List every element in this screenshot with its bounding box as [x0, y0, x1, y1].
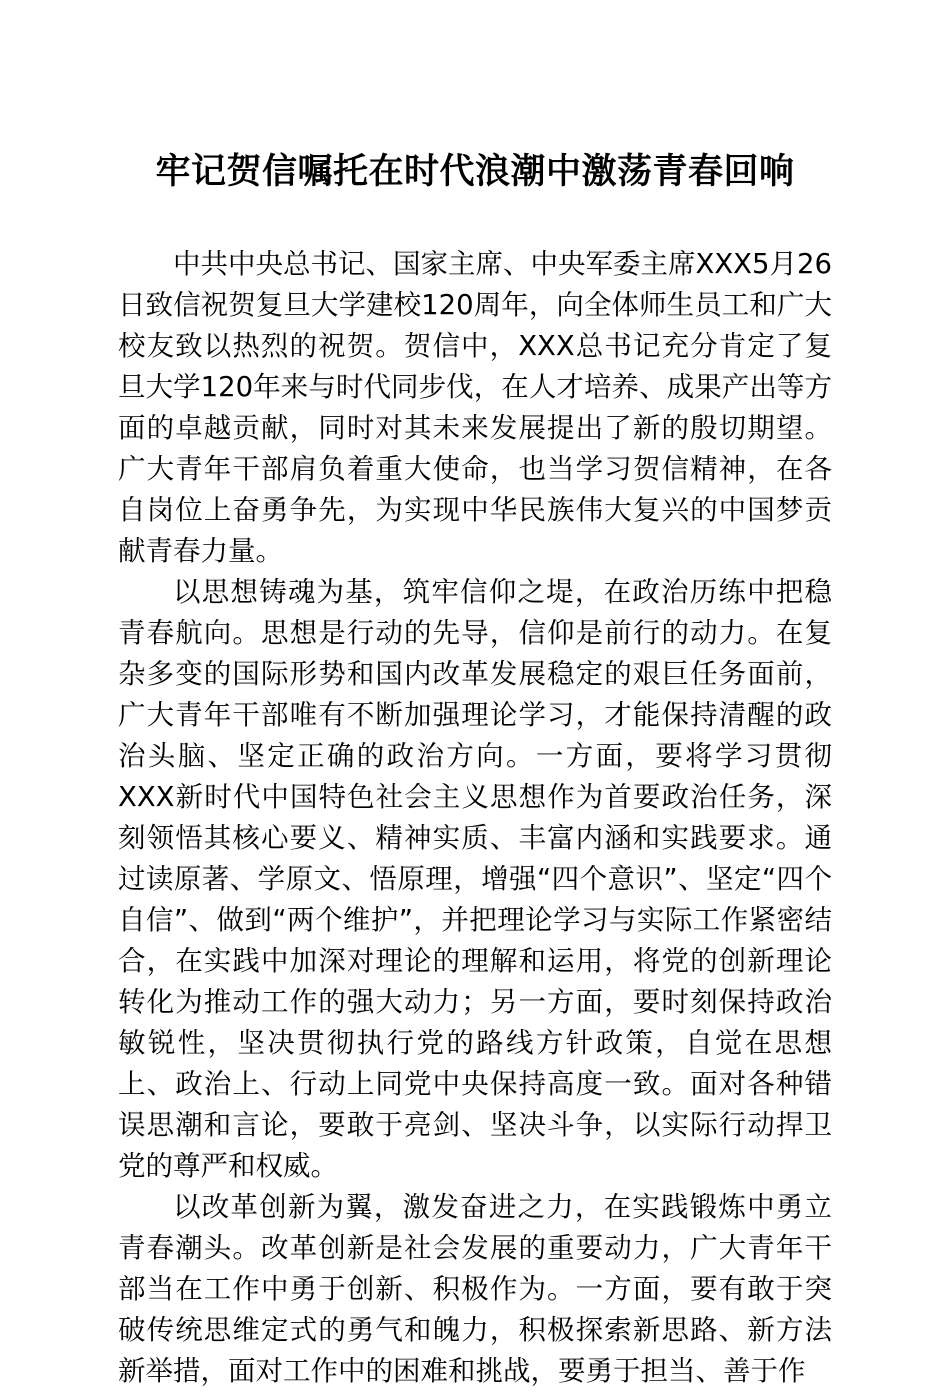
document-body — [118, 244, 832, 1392]
paragraph: 以思想铸魂为基，筑牢信仰之堤，在政治历练中把稳青春航向。思想是行动的先导，信仰是前行的动力。在复杂多变的国际形势和国内改革发展稳定的艰巨任务面前，广大青年干部唯有不断加强理论学习，才能保持清醒的政治头脑、坚定正确的政治方向。一方面，要将学习贯彻XXX新时代中国特色社会主义思想作为首要政治任务，深刻领悟其核心要义、精神实质、丰富内涵和实践要求。通过读原著、学原文、悟原理，增强“四个意识”、坚定“四个自信”、做到“两个维护”，并把理论学习与实际工作紧密结合，在实践中加深对理论的理解和运用，将党的创新理论转化为推动工作的强大动力；另一方面，要时刻保持政治敏锐性，坚决贯彻执行党的路线方针政策，自觉在思想上、政治上、行动上同党中央保持高度一致。面对各种错误思潮和言论，要敢于亮剑、坚决斗争，以实际行动捍卫党的尊严和权威。 — [118, 575, 832, 1182]
paragraph: 以改革创新为翼，激发奋进之力，在实践锻炼中勇立青春潮头。改革创新是社会发展的重要动力，广大青年干部当在工作中勇于创新、积极作为。一方面，要有敢于突破传统思维定式的勇气和魄力，积极探索新思路、新方法新举措，面对工作中的困难和挑战，要勇于担当、善于作 — [118, 1190, 832, 1387]
paragraph: 中共中央总书记、国家主席、中央军委主席XXX5月26日致信祝贺复旦大学建校120周年，向全体师生员工和广大校友致以热烈的祝贺。贺信中，XXX总书记充分肯定了复旦大学120年来与时代同步伐，在人才培养、成果产出等方面的卓越贡献，同时对其未来发展提出了新的殷切期望。广大青年干部肩负着重大使命，也当学习贺信精神，在各自岗位上奋勇争先，为实现中华民族伟大复兴的中国梦贡献青春力量。 — [118, 247, 833, 567]
page-title: 牢记贺信嘱托在时代浪潮中激荡青春回响 — [155, 152, 795, 192]
